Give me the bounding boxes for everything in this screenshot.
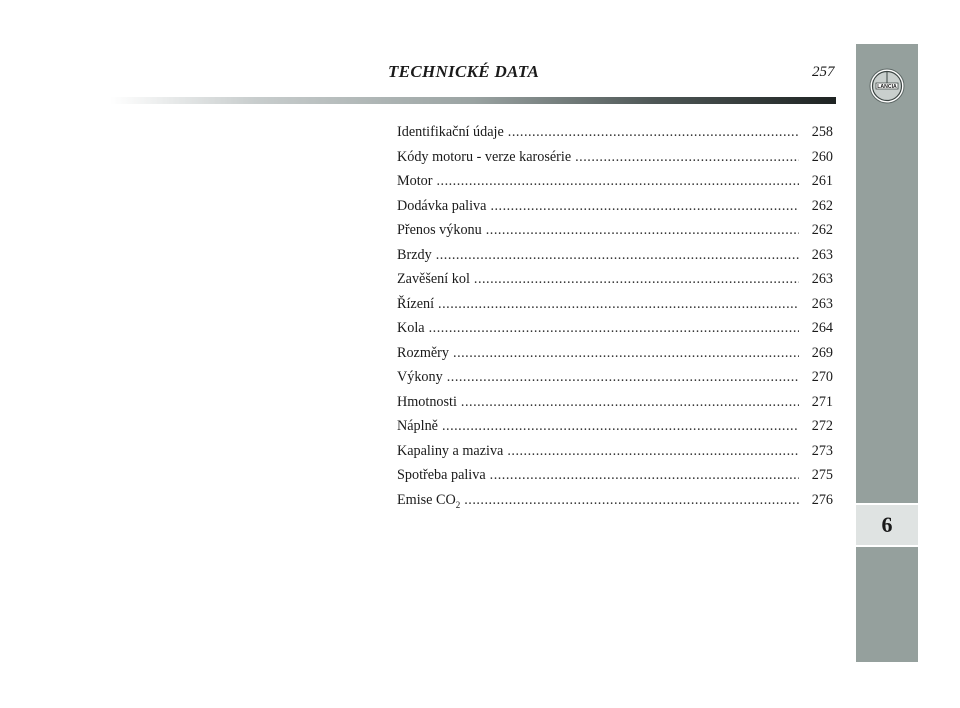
- toc-leader: [442, 418, 799, 435]
- toc-leader: [507, 443, 799, 460]
- toc-label: Řízení: [397, 295, 435, 312]
- lancia-logo-icon: [869, 68, 905, 104]
- toc-page: 264: [811, 320, 833, 336]
- toc-entry[interactable]: [397, 320, 833, 345]
- toc-leader: [461, 394, 799, 411]
- toc-label: Náplně: [397, 418, 438, 434]
- toc-entry[interactable]: [397, 173, 833, 198]
- toc-entry[interactable]: [397, 369, 833, 394]
- toc-leader: [453, 345, 799, 362]
- toc-page: 272: [811, 418, 833, 434]
- toc-label: Identifikační údaje: [397, 124, 504, 140]
- toc-page: 260: [811, 148, 833, 165]
- toc-leader: [447, 369, 799, 386]
- logo-text: LANCIA: [877, 84, 897, 90]
- toc-label: Motor: [397, 173, 433, 189]
- toc-leader: [436, 173, 799, 190]
- toc-entry[interactable]: [397, 394, 833, 419]
- toc-leader: [429, 320, 799, 337]
- toc-entry[interactable]: [397, 443, 833, 468]
- toc-entry[interactable]: [397, 149, 833, 174]
- toc-label: [397, 492, 460, 510]
- toc-label: Rozměry: [397, 344, 450, 361]
- toc-label: Brzdy: [397, 246, 432, 263]
- toc-label: Kola: [397, 320, 425, 336]
- toc-label: Zavěšení kol: [397, 271, 470, 287]
- toc-leader: [474, 271, 799, 288]
- toc-entry[interactable]: [397, 345, 833, 370]
- toc-leader: [486, 222, 799, 239]
- toc-page: 258: [811, 124, 833, 140]
- toc-label: Kódy motoru - verze karosérie: [397, 148, 572, 165]
- toc-entry[interactable]: [397, 418, 833, 443]
- toc-leader: [436, 247, 799, 264]
- toc-page: 276: [811, 491, 833, 508]
- toc-entry[interactable]: [397, 124, 833, 149]
- toc-entry[interactable]: [397, 271, 833, 296]
- toc-leader: [575, 149, 799, 166]
- toc-page: 263: [811, 295, 833, 312]
- toc-page: 261: [811, 173, 833, 189]
- toc-leader: [490, 198, 799, 215]
- table-of-contents: [397, 124, 833, 516]
- chapter-tab[interactable]: [856, 503, 918, 547]
- chapter-number: 6: [881, 512, 893, 537]
- toc-page: 270: [811, 369, 833, 385]
- toc-leader: [508, 124, 799, 141]
- toc-entry[interactable]: [397, 492, 833, 517]
- toc-entry[interactable]: [397, 467, 833, 492]
- toc-page: 273: [811, 442, 833, 459]
- toc-label: Dodávka paliva: [397, 197, 487, 214]
- toc-label: Kapaliny a maziva: [397, 442, 504, 459]
- toc-entry[interactable]: [397, 222, 833, 247]
- toc-page: 271: [811, 393, 833, 410]
- toc-leader: [464, 492, 799, 509]
- header-divider: [110, 97, 836, 104]
- toc-page: 269: [811, 344, 833, 361]
- toc-label-subscript: 2: [455, 499, 461, 510]
- chapter-sidebar: [856, 44, 918, 662]
- toc-page: 275: [811, 467, 833, 483]
- toc-leader: [490, 467, 799, 484]
- toc-entry[interactable]: [397, 198, 833, 223]
- toc-label: Výkony: [397, 369, 443, 385]
- toc-page: 263: [811, 246, 833, 263]
- toc-label: Spotřeba paliva: [397, 467, 486, 483]
- toc-page: 263: [811, 271, 833, 287]
- toc-page: 262: [811, 197, 833, 214]
- toc-page: 262: [811, 222, 833, 238]
- toc-label-text: Emise CO: [397, 491, 456, 508]
- toc-entry[interactable]: [397, 247, 833, 272]
- page-title: TECHNICKÉ DATA: [388, 62, 540, 81]
- toc-label: Přenos výkonu: [397, 222, 482, 238]
- toc-label: Hmotnosti: [397, 393, 457, 410]
- toc-entry[interactable]: [397, 296, 833, 321]
- page-number: 257: [812, 64, 835, 80]
- toc-leader: [438, 296, 799, 313]
